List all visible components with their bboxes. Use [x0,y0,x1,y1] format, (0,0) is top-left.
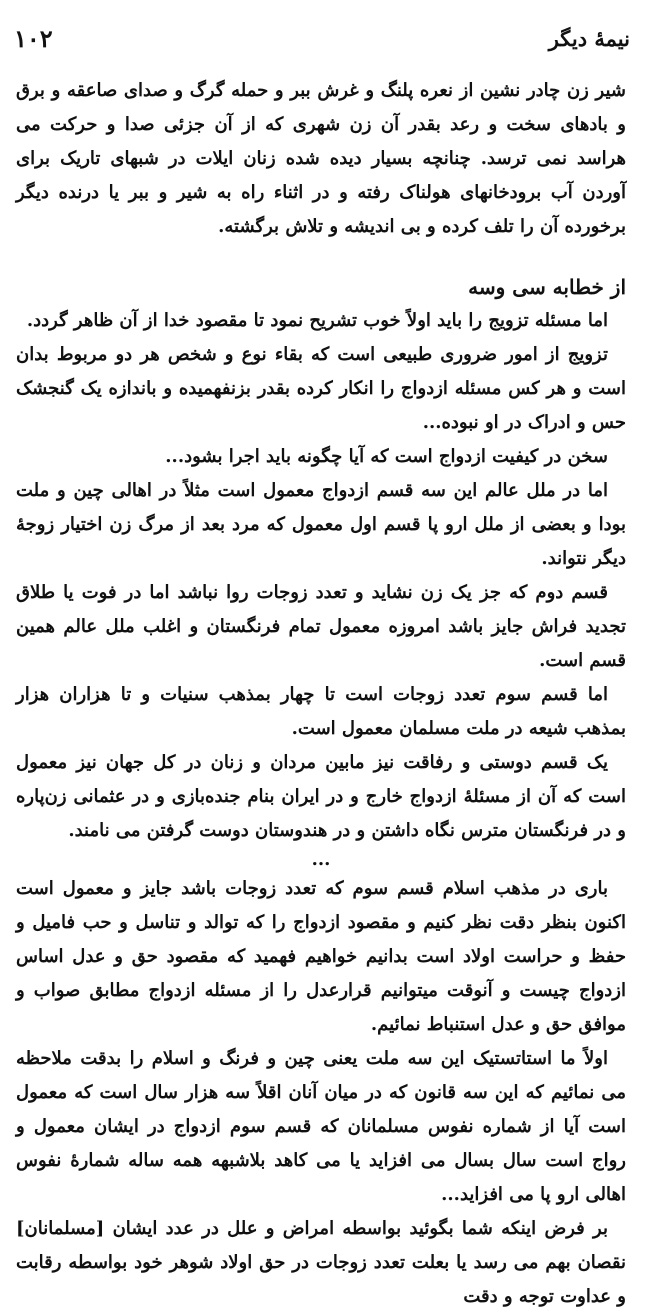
page-header [14,18,630,58]
intro-paragraph: شیر زن چادر نشین از نعره پلنگ و غرش ببر و حمله گرگ و صدای صاعقه و برق و بادهای سخت و رعد بقدر آن زن شهری که از آن جزئی صدا و حرکت می هراسد نمی ترسد. چنانچه بسیار دیده شده زنان ایلات در شبهای تاریک برای آوردن آب برودخانهای هولناک رفته و در اثناء راه به شیر و ببر یا درنده دیگر برخورده آن را تلف کرده و بی اندیشه و تلاش برگشته. [16,80,626,237]
paragraph: قسم دوم که جز یک زن نشاید و تعدد زوجات روا نباشد اما در فوت یا طلاق تجدید فراش جایز باشد امروزه معمول تمام فرنگستان و اغلب ملل عالم همین قسم است. [16,582,626,671]
paragraph: اما در ملل عالم این سه قسم ازدواج معمول است مثلاً در اهالی چین و ملت بودا و بعضی از ملل ارو پا قسم اول معمول که مرد بعد از مرگ زن اختیار زوجهٔ دیگر نتواند. [16,480,626,569]
section-separator: ... [311,849,331,870]
paragraph: اما قسم سوم تعدد زوجات است تا چهار بمذهب سنیات و تا هزاران هزار بمذهب شیعه در ملت مسلمان معمول است. [16,684,626,739]
paragraph: اولاً ما استاتستیک این سه ملت یعنی چین و فرنگ و اسلام را بدقت ملاحظه می نمائیم که این سه قانون که در میان آنان اقلاً سه هزار سال است که معمول است آیا از شماره نفوس مسلمانان که قسم سوم ازدواج در ایشان معمول و رواج است سال بسال می افزاید یا می کاهد بلاشبهه همه ساله شمارهٔ نفوس اهالی ارو پا می افزاید... [16,1048,626,1205]
paragraph: یک قسم دوستی و رفاقت نیز مابین مردان و زنان در کل جهان نیز معمول است که آن از مسئلهٔ ازدواج خارج و در ایران بنام جنده‌بازی و در عثمانی زن‌پاره و در فرنگستان مترس نگاه داشتن و در هندوستان دوست گرفتن می نامند. [16,752,626,841]
paragraph: بر فرض اینکه شما بگوئید بواسطه امراض و علل در عدد ایشان [مسلمانان] نقصان بهم می رسد یا بعلت تعدد زوجات در حق اولاد شوهر خود بواسطه رقابت و عداوت توجه و دقت [16,1218,626,1307]
paragraph: تزویج از امور ضروری طبیعی است که بقاء نوع و شخص هر دو مربوط بدان است و هر کس مسئله ازدواج را انکار کرده بقدر بزنفهمیده و باندازه یک گنجشک حس و ادراک در او نبوده... [16,344,626,433]
paragraph: باری در مذهب اسلام قسم سوم که تعدد زوجات باشد جایز و معمول است اکنون بنظر دقت نظر کنیم و مقصود ازدواج را که توالد و تناسل و حب فامیل و حفظ و حراست اولاد است بدانیم خواهیم فهمید که مقصود حق و عدل اساس ازدواج چیست و آنوقت میتوانیم قرارعدل را از مسئله ازدواج مطابق صواب و موافق حق و عدل استنباط نمائیم. [16,878,626,1035]
paragraph: اما مسئله تزویج را باید اولاً خوب تشریح نمود تا مقصود خدا از آن ظاهر گردد. [26,310,608,331]
paragraph: سخن در کیفیت ازدواج است که آیا چگونه باید اجرا بشود... [165,446,608,467]
running-title: نیمهٔ دیگر [548,25,630,51]
page-body [16,74,626,1314]
section-title: از خطابه سی وسه [468,275,626,299]
page-number: ۱۰۲ [14,23,53,53]
